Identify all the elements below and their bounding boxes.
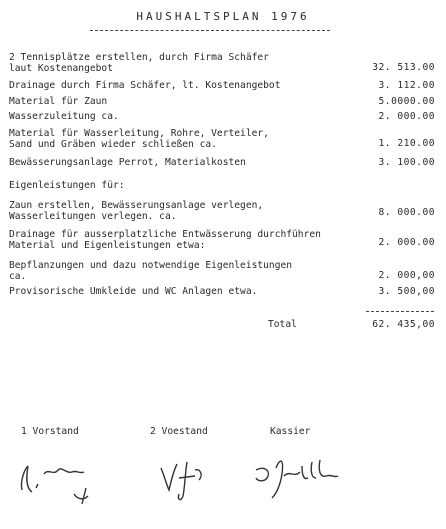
signatory-label: Kassier bbox=[270, 426, 311, 437]
signatory-label: 2 Voestand bbox=[150, 426, 208, 437]
item-description: Bewässerungsanlage Perrot, Materialkosten bbox=[9, 157, 246, 168]
item-amount: 2. 000,00 bbox=[378, 270, 435, 281]
item-description: Material für Zaun bbox=[9, 96, 108, 107]
item-amount: 3. 112.00 bbox=[378, 80, 435, 91]
item-amount: 1. 210.00 bbox=[378, 138, 435, 149]
item-amount: 3. 100.00 bbox=[378, 157, 435, 168]
signature-second-chairman bbox=[155, 448, 215, 508]
total-amount: 62. 435,00 bbox=[372, 319, 435, 330]
item-description: Wasserzuleitung ca. bbox=[9, 111, 119, 122]
item-description: Zaun erstellen, Bewässerungsanlage verlegen, Wasserleitungen verlegen. ca. bbox=[9, 200, 264, 222]
item-description: Material für Wasserleitung, Rohre, Verteiler, Sand und Gräben wieder schließen ca. bbox=[9, 128, 269, 150]
item-description: Provisorische Umkleide und WC Anlagen etwa. bbox=[9, 286, 258, 297]
signature-first-chairman bbox=[14, 448, 104, 508]
item-amount: 2. 000.00 bbox=[378, 111, 435, 122]
total-label: Total bbox=[268, 319, 297, 330]
item-amount: 8. 000.00 bbox=[378, 207, 435, 218]
item-amount: 5.0000.00 bbox=[378, 96, 435, 107]
title-underline bbox=[90, 30, 330, 31]
item-description: Bepflanzungen und dazu notwendige Eigenleistungen ca. bbox=[9, 260, 293, 282]
item-amount: 3. 500,00 bbox=[378, 286, 435, 297]
document-title: HAUSHALTSPLAN 1976 bbox=[136, 10, 310, 23]
item-description: 2 Tennisplätze erstellen, durch Firma Schäfer laut Kostenangebot bbox=[9, 52, 269, 74]
item-amount: 32. 513.00 bbox=[372, 62, 435, 73]
item-description: Eigenleistungen für: bbox=[9, 180, 125, 191]
signatory-label: 1 Vorstand bbox=[21, 426, 79, 437]
signature-treasurer bbox=[250, 448, 350, 508]
item-description: Drainage durch Firma Schäfer, lt. Kostenangebot bbox=[9, 80, 281, 91]
item-description: Drainage für ausserplatzliche Entwässerung durchführen Material und Eigenleistungen etwa: bbox=[9, 229, 321, 251]
sum-underline bbox=[366, 311, 434, 312]
item-amount: 2. 000.00 bbox=[378, 237, 435, 248]
